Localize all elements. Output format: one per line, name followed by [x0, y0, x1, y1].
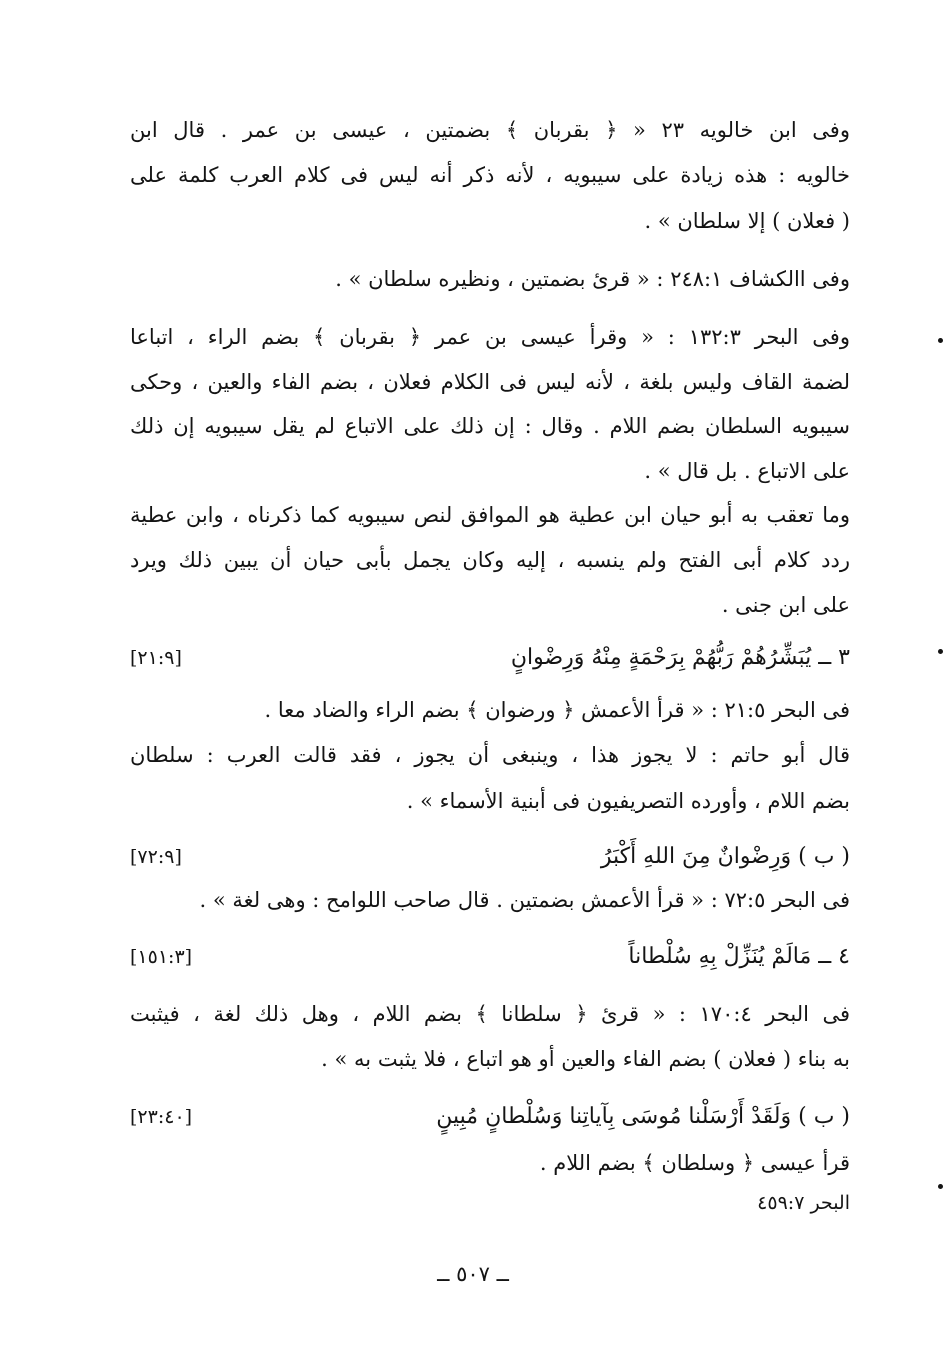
verse-reference: [٢١:٩] — [130, 647, 182, 669]
verse-line — [130, 641, 850, 675]
scan-mark — [938, 649, 943, 654]
verse-reference: [٢٣:٤٠] — [130, 1106, 193, 1128]
text-line: قرأ عيسى ﴿ وسلطان ﴾ بضم اللام . — [539, 1151, 850, 1175]
page-number: ــ ٥٠٧ ــ — [437, 1262, 509, 1286]
source-reference: البحر ٤٥٩:٧ — [757, 1192, 850, 1214]
text-line: ردد كلام أبى الفتح ولم ينسبه ، إليه وكان يجمل بأبى حيان أن يبين ذلك ويرد — [130, 548, 850, 572]
text-line: ( فعلان ) إلا سلطان » . — [644, 209, 850, 233]
verse-text: ( ب ) وَرِضْوانٌ مِنَ اللهِ أَكْبَرُ — [600, 844, 850, 869]
verse-reference: [١٥١:٣] — [130, 946, 193, 968]
verse-text: ٤ ــ مَالَمْ يُنَزِّلْ بِهِ سُلْطاناً — [628, 944, 850, 969]
verse-line — [130, 840, 850, 874]
text-line: على الاتباع . بل قال » . — [644, 459, 850, 483]
text-line: بضم اللام ، وأورده التصريفيون فى أبنية الأسماء » . — [406, 789, 850, 813]
text-line: فى البحر ٢١:٥ : « قرأ الأعمش ﴿ ورضوان ﴾ بضم الراء والضاد معا . — [264, 698, 850, 722]
text-line: سيبويه السلطان بضم اللام . وقال : إن ذلك على الاتباع لم يقل سيبويه إن ذلك — [130, 414, 850, 438]
text-line: وفى االكشاف ٢٤٨:١ : « قرئ بضمتين ، ونظيره سلطان » . — [335, 267, 850, 291]
text-line: خالويه : هذه زيادة على سيبويه ، لأنه ذكر أنه ليس فى كلام العرب كلمة على — [130, 163, 850, 187]
scan-mark — [938, 1184, 943, 1189]
text-line: فى البحر ١٧٠:٤ : « قرئ ﴿ سلطانا ﴾ بضم اللام ، وهل ذلك لغة ، فيثبت — [130, 1002, 850, 1026]
text-line: وفى البحر ١٣٢:٣ : « وقرأ عيسى بن عمر ﴿ بقربان ﴾ بضم الراء ، اتباعا — [130, 325, 850, 349]
text-line: به بناء ( فعلان ) بضم الفاء والعين أو هو اتباع ، فلا يثبت به » . — [321, 1047, 850, 1071]
text-line: وفى ابن خالويه ٢٣ « ﴿ بقربان ﴾ بضمتين ، عيسى بن عمر . قال ابن — [130, 118, 850, 142]
text-line: لضمة القاف وليس بلغة ، لأنه ليس فى الكلام فعلان ، بضم الفاء والعين ، وحكى — [130, 370, 850, 394]
text-line: على ابن جنى . — [721, 593, 850, 617]
verse-text: ( ب ) وَلَقَدْ أَرْسَلْنا مُوسَى بِآياتِنا وَسُلْطانٍ مُبِينٍ — [436, 1104, 850, 1129]
scan-mark — [938, 338, 943, 343]
verse-line — [130, 1100, 850, 1134]
text-line: وما تعقب به أبو حيان ابن عطية هو الموافق لنص سيبويه كما ذكرناه ، وابن عطية — [130, 503, 850, 527]
verse-text: ٣ ــ يُبَشِّرُهُمْ رَبُّهُمْ بِرَحْمَةٍ مِنْهُ وَرِضْوانٍ — [510, 645, 850, 670]
verse-reference: [٧٢:٩] — [130, 846, 182, 868]
verse-line — [130, 940, 850, 974]
text-line: قال أبو حاتم : لا يجوز هذا ، وينبغى أن يجوز ، فقد قالت العرب : سلطان — [130, 743, 850, 767]
text-line: فى البحر ٧٢:٥ : « قرأ الأعمش بضمتين . قال صاحب اللوامح : وهى لغة » . — [199, 888, 850, 912]
